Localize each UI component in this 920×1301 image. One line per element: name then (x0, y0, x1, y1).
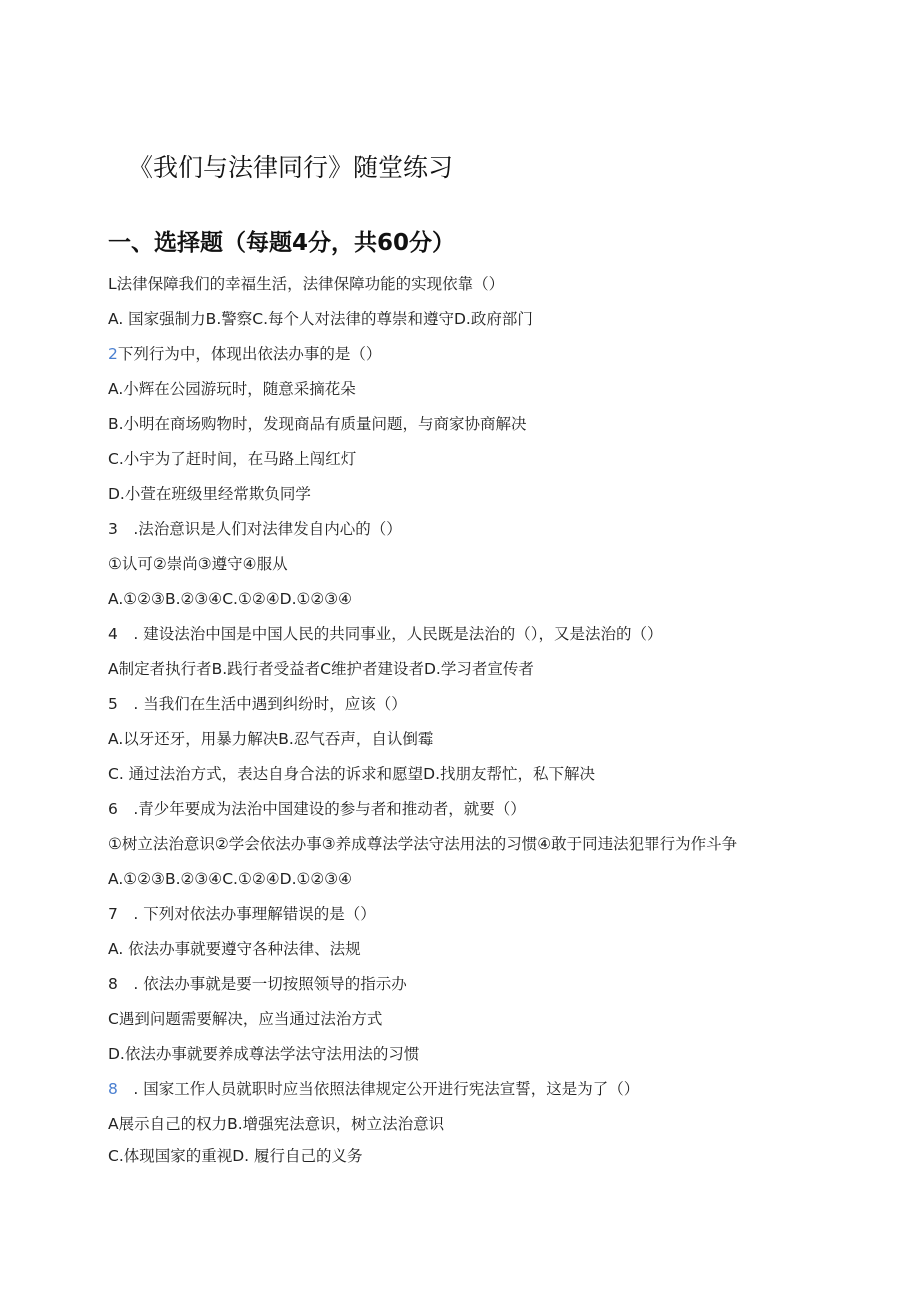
section-heading: 一、选择题（每题4分，共60分） (108, 230, 456, 256)
question-text: A展示自己的权力B.增强宪法意识，树立法治意识 (108, 1115, 445, 1133)
question-text: 4 . 建设法治中国是中国人民的共同事业，人民既是法治的（），又是法治的（） (108, 625, 663, 643)
question-line (108, 795, 898, 830)
question-line (108, 375, 898, 410)
question-line (108, 1040, 898, 1075)
question-line (108, 865, 898, 900)
question-text: A. 国家强制力B.警察C.每个人对法律的尊崇和遵守D.政府部门 (108, 310, 533, 328)
question-text: 7 . 下列对依法办事理解错误的是（） (108, 905, 376, 923)
question-text: A. 依法办事就要遵守各种法律、法规 (108, 940, 361, 958)
question-line (108, 585, 898, 620)
question-number: 8 (108, 1080, 118, 1098)
question-text: C. 通过法治方式，表达自身合法的诉求和愿望D.找朋友帮忙，私下解决 (108, 765, 596, 783)
document-title: 《我们与法律同行》随堂练习 (128, 153, 454, 182)
question-line (108, 970, 898, 1005)
question-line (108, 690, 898, 725)
question-line (108, 620, 898, 655)
question-line (108, 1005, 898, 1040)
question-line (108, 655, 898, 690)
question-text: C.小宇为了赶时间，在马路上闯红灯 (108, 450, 357, 468)
question-line (108, 410, 898, 445)
question-text: A制定者执行者B.践行者受益者C维护者建设者D.学习者宣传者 (108, 660, 534, 678)
question-text: A.以牙还牙，用暴力解决B.忍气吞声，自认倒霉 (108, 730, 434, 748)
question-text: 3 .法治意识是人们对法律发自内心的（） (108, 520, 402, 538)
question-text: L法律保障我们的幸福生活，法律保障功能的实现依靠（） (108, 275, 505, 293)
question-line (108, 550, 898, 585)
question-text: . 国家工作人员就职时应当依照法律规定公开进行宪法宣誓，这是为了（） (117, 1080, 640, 1098)
question-line (108, 935, 898, 970)
question-line (108, 1145, 898, 1175)
question-line (108, 270, 898, 305)
question-text: A.①②③B.②③④C.①②④D.①②③④ (108, 590, 353, 608)
question-line (108, 480, 898, 515)
question-line (108, 1110, 898, 1145)
question-text: 6 .青少年要成为法治中国建设的参与者和推动者，就要（） (108, 800, 526, 818)
question-line (108, 445, 898, 480)
question-text: B.小明在商场购物时，发现商品有质量问题，与商家协商解决 (108, 415, 527, 433)
question-text: C.体现国家的重视D. 履行自己的义务 (108, 1147, 363, 1165)
question-text: A.小辉在公园游玩时，随意采摘花朵 (108, 380, 356, 398)
question-number: 2 (108, 345, 118, 363)
question-text: C遇到问题需要解决，应当通过法治方式 (108, 1010, 383, 1028)
question-text: D.依法办事就要养成尊法学法守法用法的习惯 (108, 1045, 420, 1063)
question-text: 8 . 依法办事就是要一切按照领导的指示办 (108, 975, 407, 993)
question-line (108, 1075, 898, 1110)
question-line (108, 305, 898, 340)
question-list (108, 270, 898, 1175)
question-line (108, 725, 898, 760)
question-text: D.小萱在班级里经常欺负同学 (108, 485, 311, 503)
question-text: A.①②③B.②③④C.①②④D.①②③④ (108, 870, 353, 888)
question-text: ①树立法治意识②学会依法办事③养成尊法学法守法用法的习惯④敢于同违法犯罪行为作斗争 (108, 835, 738, 853)
question-line (108, 515, 898, 550)
question-line (108, 900, 898, 935)
question-text: 下列行为中，体现出依法办事的是（） (117, 345, 382, 363)
question-text: ①认可②崇尚③遵守④服从 (108, 555, 288, 573)
question-line (108, 340, 898, 375)
question-text: 5 . 当我们在生活中遇到纠纷时，应该（） (108, 695, 407, 713)
question-line (108, 830, 898, 865)
question-line (108, 760, 898, 795)
